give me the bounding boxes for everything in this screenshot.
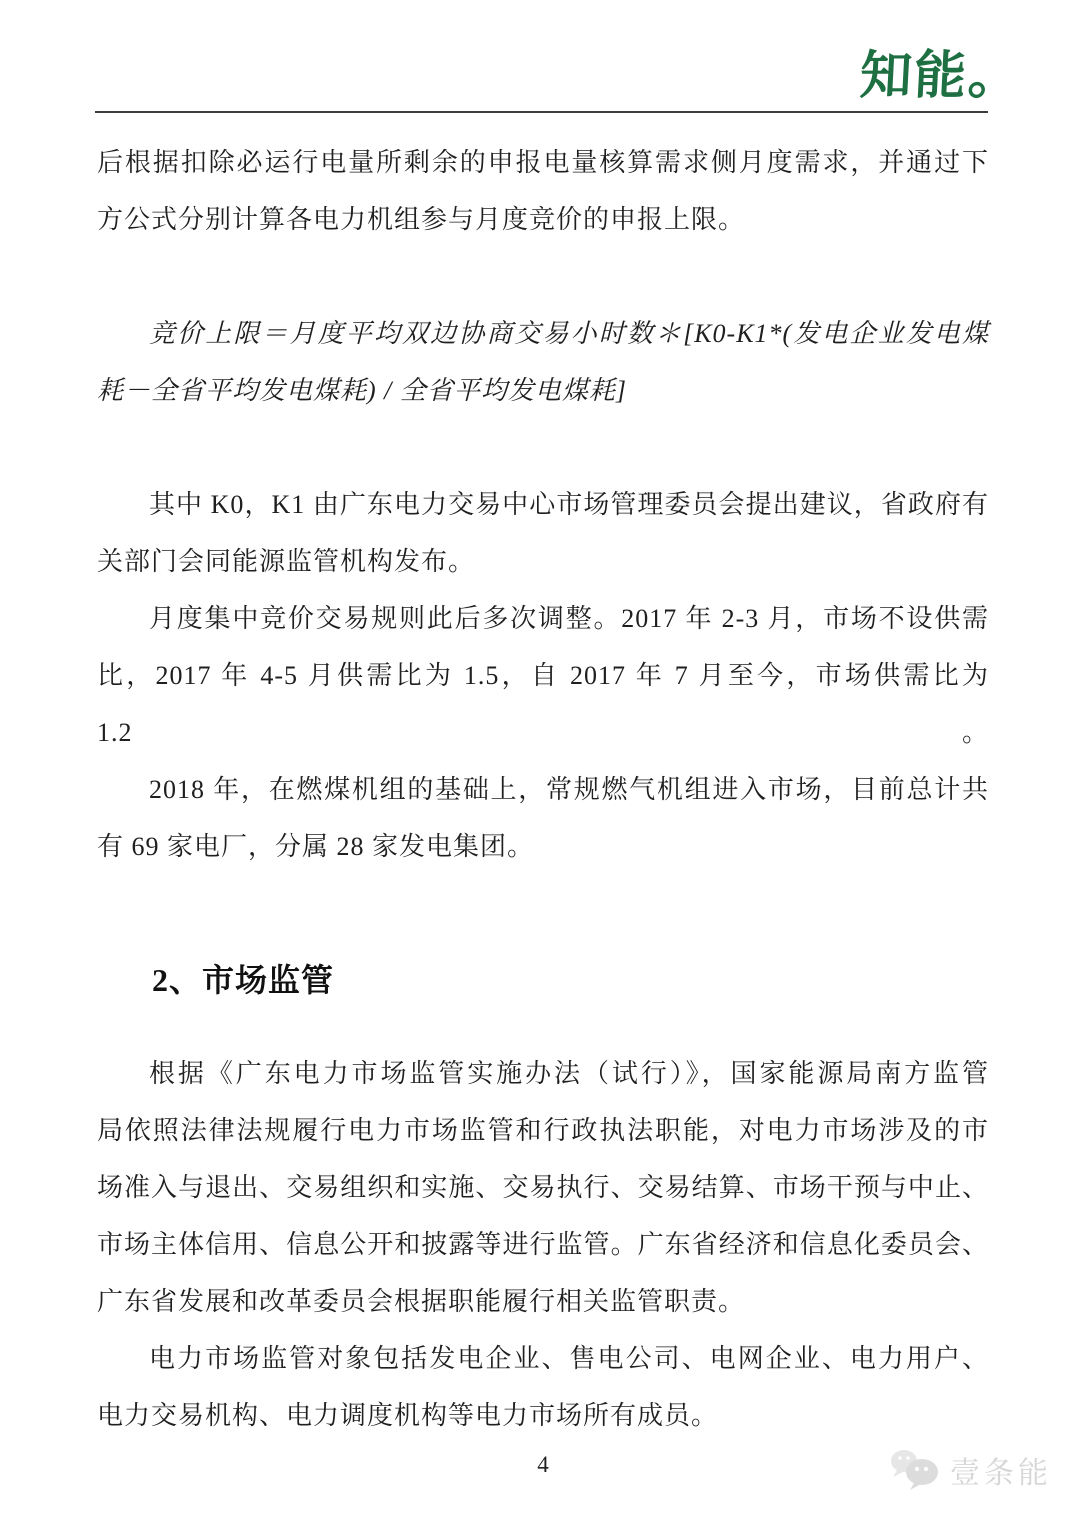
text-line: 电力交易机构、电力调度机构等电力市场所有成员。: [97, 1401, 719, 1430]
text-line: 根据《广东电力市场监管实施办法（试行）》，国家能源局南方监管: [149, 1059, 989, 1088]
section-heading-market-supervision: 2、市场监管: [152, 962, 335, 998]
text-line: 其中 K0，K1 由广东电力交易中心市场管理委员会提出建议，省政府有: [149, 490, 989, 519]
paragraph-bid-limit-formula: [97, 305, 989, 419]
text-line: 广东省发展和改革委员会根据职能履行相关监管职责。: [97, 1287, 746, 1316]
text-line: 关部门会同能源监管机构发布。: [97, 547, 476, 576]
text-line: 市场主体信用、信息公开和披露等进行监管。广东省经济和信息化委员会、: [97, 1230, 989, 1259]
paragraph-supervision-targets: [97, 1330, 989, 1444]
page-number: 4: [537, 1452, 549, 1477]
text-line: 比，2017 年 4-5 月供需比为 1.5，自 2017 年 7 月至今，市场供需比为 1.2。: [97, 661, 989, 747]
paragraph-k0-k1: [97, 476, 989, 590]
watermark-label: 壹条能: [950, 1457, 1052, 1490]
text-line: 方公式分别计算各电力机组参与月度竞价的申报上限。: [97, 205, 746, 234]
paragraph-supervision-measures: [97, 1045, 989, 1330]
paragraph-monthly-bidding-rules: [97, 590, 989, 761]
text-line: 局依照法律法规履行电力市场监管和行政执法职能，对电力市场涉及的市: [97, 1116, 989, 1145]
wechat-icon: [888, 1446, 944, 1494]
text-line: 2018 年，在燃煤机组的基础上，常规燃气机组进入市场，目前总计共: [149, 775, 989, 804]
formula-line: 耗－全省平均发电煤耗) / 全省平均发电煤耗]: [97, 376, 628, 405]
header-divider-line: [95, 111, 988, 113]
document-content: [97, 134, 989, 1444]
text-line: 场准入与退出、交易组织和实施、交易执行、交易结算、市场干预与中止、: [97, 1173, 989, 1202]
text-line: 后根据扣除必运行电量所剩余的申报电量核算需求侧月度需求，并通过下: [97, 148, 989, 177]
watermark: [888, 1446, 1052, 1494]
text-line: 月度集中竞价交易规则此后多次调整。2017 年 2-3 月，市场不设供需: [149, 604, 989, 633]
text-line: 有 69 家电厂，分属 28 家发电集团。: [97, 832, 535, 861]
formula-line: 竞价上限＝月度平均双边协商交易小时数＊[K0-K1*(发电企业发电煤: [149, 319, 989, 348]
paragraph-2018-gas-units: [97, 761, 989, 875]
brand-logo: 知能。: [858, 47, 1024, 105]
paragraph-bid-limit-intro: [97, 134, 989, 248]
text-line: 电力市场监管对象包括发电企业、售电公司、电网企业、电力用户、: [149, 1344, 989, 1373]
